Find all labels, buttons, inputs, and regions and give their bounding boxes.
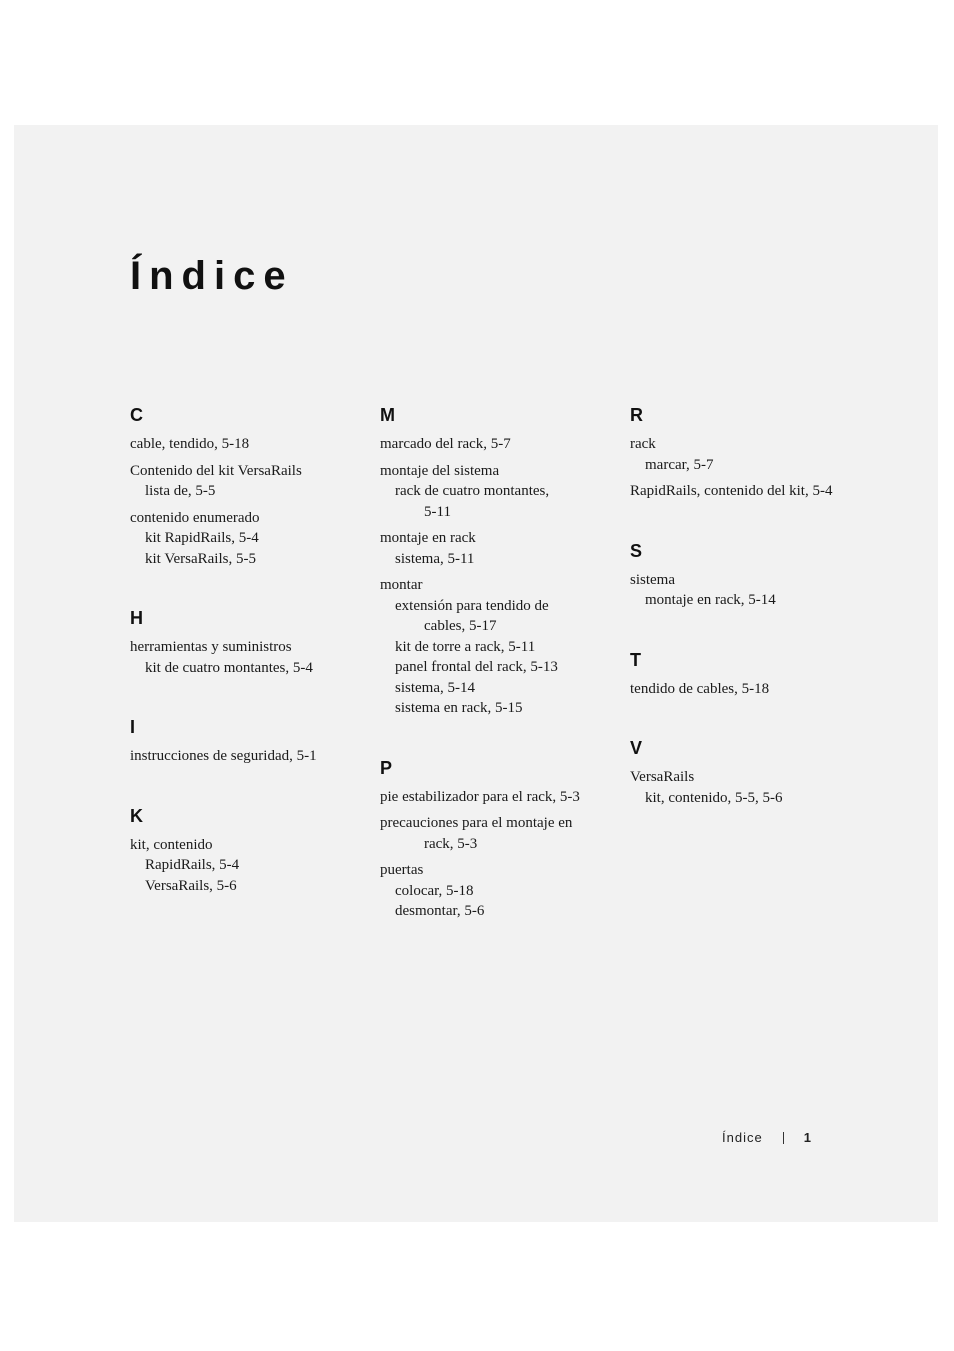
index-entry	[630, 570, 865, 611]
index-entry	[130, 461, 365, 502]
page-number: 1	[803, 1130, 811, 1145]
section-spacer	[630, 508, 865, 540]
index-subterm: extensión para tendido de	[395, 597, 549, 614]
index-subterm: sistema, 5-14	[395, 679, 475, 696]
index-subterm: kit de cuatro montantes, 5-4	[145, 659, 313, 676]
index-section	[130, 607, 365, 678]
index-entry	[380, 461, 615, 523]
index-term: VersaRails	[630, 769, 695, 785]
index-section	[380, 757, 615, 922]
index-entry	[130, 835, 365, 897]
index-subterm: lista de, 5-5	[145, 483, 216, 499]
index-column-3	[630, 404, 865, 814]
index-continuation: 5-11	[424, 503, 451, 520]
index-subterm: kit, contenido, 5-5, 5-6	[645, 789, 783, 806]
index-term: montaje en rack	[380, 530, 476, 546]
section-letter: I	[130, 717, 136, 737]
index-term: tendido de cables, 5-18	[630, 680, 770, 697]
index-section	[130, 404, 365, 569]
index-entry	[130, 637, 365, 678]
index-term: instrucciones de seguridad, 5-1	[130, 748, 317, 764]
index-entry	[380, 813, 615, 854]
section-letter: V	[630, 738, 643, 758]
index-section	[130, 716, 365, 767]
index-section	[630, 649, 865, 700]
index-term: cable, tendido, 5-18	[130, 436, 250, 452]
section-spacer	[130, 575, 365, 607]
section-letter: T	[630, 649, 641, 670]
index-term: kit, contenido	[130, 836, 213, 853]
page-footer	[722, 1130, 811, 1145]
index-section	[130, 805, 365, 897]
index-term: montar	[380, 577, 423, 593]
section-letter: R	[630, 405, 643, 425]
section-spacer	[630, 705, 865, 737]
section-spacer	[130, 684, 365, 716]
index-continuation: rack, 5-3	[424, 835, 478, 852]
index-section	[630, 540, 865, 611]
index-entry	[630, 481, 865, 502]
index-term: pie estabilizador para el rack, 5-3	[380, 788, 580, 805]
index-term: puertas	[380, 862, 424, 878]
index-subterm: montaje en rack, 5-14	[645, 592, 776, 608]
index-term: Contenido del kit VersaRails	[130, 462, 302, 479]
index-section	[630, 404, 865, 502]
section-letter: S	[630, 540, 643, 561]
index-section	[630, 737, 865, 808]
index-entry	[380, 434, 615, 455]
section-spacer	[130, 773, 365, 805]
index-term: marcado del rack, 5-7	[380, 436, 511, 452]
index-subterm: colocar, 5-18	[395, 882, 474, 899]
page-title: Índice	[130, 254, 294, 298]
index-column-2	[380, 404, 615, 928]
index-entry	[130, 434, 365, 455]
index-term: contenido enumerado	[130, 509, 260, 526]
index-subterm: panel frontal del rack, 5-13	[395, 659, 558, 675]
index-subterm: kit RapidRails, 5-4	[145, 530, 259, 546]
index-subterm: VersaRails, 5-6	[145, 877, 237, 894]
index-term: RapidRails, contenido del kit, 5-4	[630, 483, 833, 499]
section-spacer	[630, 617, 865, 649]
index-entry	[130, 746, 365, 767]
section-spacer	[380, 725, 615, 757]
index-column-1	[130, 404, 365, 902]
section-letter: H	[130, 608, 143, 628]
index-entry	[630, 767, 865, 808]
index-subterm: rack de cuatro montantes,	[395, 483, 550, 499]
section-letter: M	[380, 405, 395, 425]
index-subterm: RapidRails, 5-4	[145, 857, 240, 873]
section-letter: C	[130, 405, 143, 425]
index-term: montaje del sistema	[380, 462, 500, 479]
index-entry	[380, 528, 615, 569]
index-subterm: marcar, 5-7	[645, 456, 714, 473]
index-term: sistema	[630, 571, 675, 588]
index-subterm: sistema en rack, 5-15	[395, 700, 523, 716]
index-term: rack	[630, 436, 656, 452]
footer-separator	[783, 1132, 784, 1144]
index-subterm: sistema, 5-11	[395, 550, 475, 567]
index-subterm: kit de torre a rack, 5-11	[395, 638, 536, 655]
index-entry	[630, 434, 865, 475]
index-entry	[380, 860, 615, 922]
index-term: precauciones para el montaje en	[380, 815, 573, 831]
index-subterm: desmontar, 5-6	[395, 903, 485, 919]
index-entry	[380, 575, 615, 719]
index-section	[380, 404, 615, 719]
index-term: herramientas y suministros	[130, 639, 292, 655]
index-entry	[380, 787, 615, 808]
index-continuation: cables, 5-17	[424, 618, 497, 634]
index-entry	[630, 679, 865, 700]
index-subterm: kit VersaRails, 5-5	[145, 550, 256, 567]
section-letter: K	[130, 805, 143, 826]
section-letter: P	[380, 757, 393, 778]
index-entry	[130, 508, 365, 570]
footer-label: Índice	[722, 1130, 763, 1145]
